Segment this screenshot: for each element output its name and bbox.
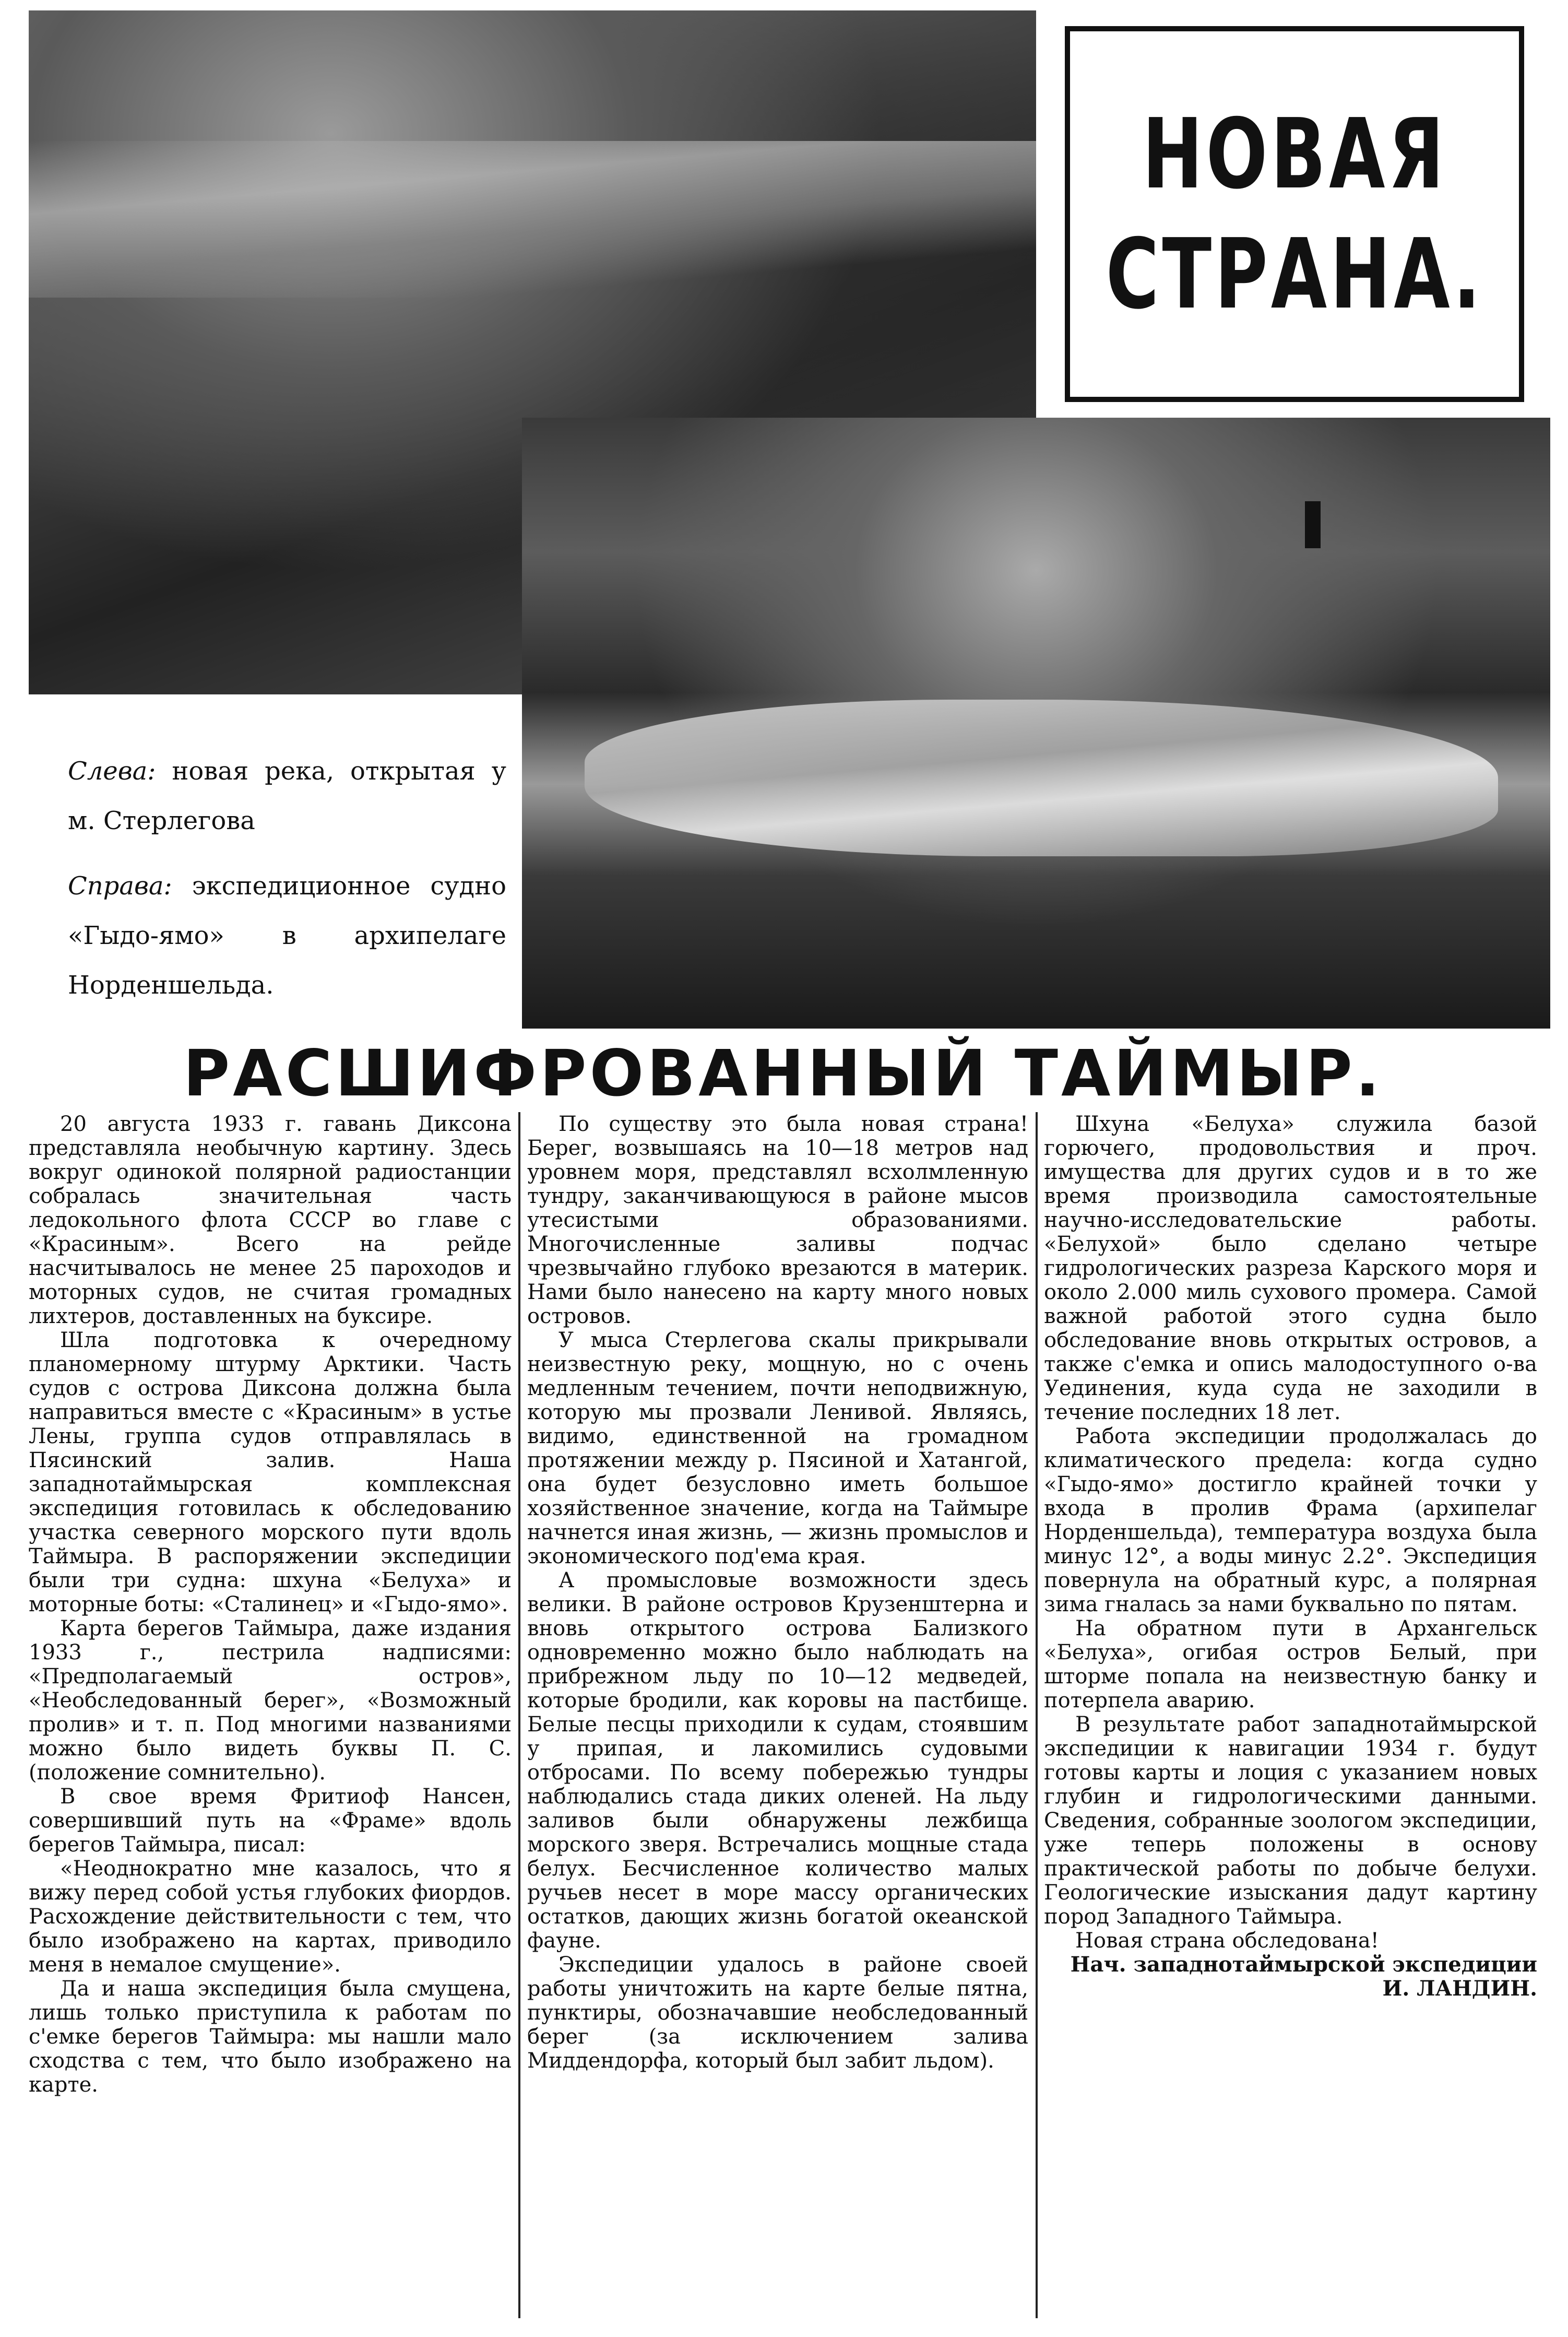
- article-headline: РАСШИФРОВАННЫЙ ТАЙМЫР.: [183, 1036, 1383, 1111]
- paragraph: А промысловые возможности здесь велики. В районе островов Крузенштерна и вновь открытого острова Бализкого одновременно можно было наблюдать на прибрежном льду по 10—12 медведей, которые бродили, как коровы на пастбище. Белые песцы приходили к судам, стоявшим у припая, и лакомились судовыми отбросами. По всему побережью тундры наблюдались стада диких оленей. На льду заливов были обнаружены лежбища морского зверя. Встречались мощные стада белух. Бесчисленное количество малых ручьев несет в море массу органических остатков, дающих жизнь богатой океанской фауне.: [527, 1568, 1028, 1953]
- paragraph: 20 августа 1933 г. гавань Диксона представляла необычную картину. Здесь вокруг одинокой полярной радиостанции собралась значительная часть ледокольного флота СССР во главе с «Красиным». Всего на рейде насчитывалось не менее 25 пароходов и моторных судов, не считая громадных лихтеров, доставленных на буксире.: [29, 1112, 512, 1328]
- paragraph: По существу это была новая страна! Берег, возвышаясь на 10—18 метров над уровнем моря, представлял всхолмленную тундру, заканчивающуюся в районе мысов утесистыми образованиями. Многочисленные заливы подчас чрезвычайно глубоко врезаются в материк. Нами было нанесено на карту много новых островов.: [527, 1112, 1028, 1328]
- paragraph: Экспедиции удалось в районе своей работы уничтожить на карте белые пятна, пунктиры, обозначавшие необследованный берег (за исключением залива Миддендорфа, который был забит льдом).: [527, 1953, 1028, 2073]
- paragraph: В результате работ западнотаймырской экспедиции к навигации 1934 г. будут готовы карты и лоция с указанием новых глубин и гидрологическими данными. Сведения, собранные зоологом экспедиции, уже теперь положены в основу практической работы по добыче белухи. Геологические изыскания дадут картину пород Западного Таймыра.: [1044, 1713, 1537, 1929]
- title-line-2: СТРАНА.: [1106, 218, 1483, 331]
- river-shape: [29, 141, 1036, 298]
- caption-right-label: Справа:: [68, 871, 172, 901]
- paragraph: «Неоднократно мне казалось, что я вижу перед собой устья глубоких фиордов. Расхождение действительности с тем, что было изображено на картах, приводило меня в немалое смущение».: [29, 1857, 512, 1977]
- photo-caption: [68, 747, 506, 1026]
- paragraph: На обратном пути в Архангельск «Белуха», огибая остров Белый, при шторме попала на неизвестную банку и потерпела аварию.: [1044, 1616, 1537, 1713]
- title-box: [1065, 26, 1524, 402]
- signature: Нач. западнотаймырской экспедиции И. ЛАНДИН.: [1070, 1952, 1537, 2001]
- paragraph: Работа экспедиции продолжалась до климатического предела: когда судно «Гыдо-ямо» достигло крайней точки у входа в пролив Фрама (архипелаг Норденшельда), температура воздуха была минус 12°, а воды минус 2.2°. Экспедиция повернула на обратный курс, а полярная зима гналась за нами буквально по пятам.: [1044, 1424, 1537, 1616]
- paragraph: Новая страна обследована!: [1075, 1929, 1379, 1953]
- article-column-2: [527, 1112, 1028, 2323]
- paragraph: Карта берегов Таймыра, даже издания 1933 г., пестрила надписями: «Предполагаемый остров», «Необследованный берег», «Возможный пролив» и т. п. Под многими названиями можно было видеть буквы П. С. (положение сомнительно).: [29, 1616, 512, 1785]
- caption-right-text: экспедиционное судно «Гыдо-ямо» в архипелаге Норденшельда.: [68, 871, 506, 1000]
- column-rule-2: [1036, 1112, 1038, 2318]
- title-line-1: НОВАЯ: [1142, 98, 1447, 210]
- ice-floe-shape: [585, 700, 1498, 856]
- paragraph: Шхуна «Белуха» служила базой горючего, продовольствия и проч. имущества для других судов и в то же время производила самостоятельные научно-исследовательские работы. «Белухой» было сделано четыре гидрологических разреза Карского моря и около 2.000 миль сухового промера. Самой важной работой этого судна было обследование вновь открытых островов, а также с'емка и опись малодоступного о-ва Уединения, куда суда не заходили в течение последних 18 лет.: [1044, 1112, 1537, 1424]
- photo-ship-ice: [522, 418, 1550, 1029]
- article-column-1: [29, 1112, 512, 2323]
- paragraph: Шла подготовка к очередному планомерному штурму Арктики. Часть судов с острова Диксона должна была направиться вместе с «Красиным» в устье Лены, группа судов отправлялась в Пясинский залив. Наша западнотаймырская комплексная экспедиция готовилась к обследованию участка северного морского пути вдоль Таймыра. В распоряжении экспедиции были три судна: шхуна «Белуха» и моторные боты: «Сталинец» и «Гыдо-ямо».: [29, 1328, 512, 1616]
- paragraph: В свое время Фритиоф Нансен, совершивший путь на «Фраме» вдоль берегов Таймыра, писал:: [29, 1785, 512, 1857]
- caption-left-text: новая река, открытая у м. Стерлегова: [68, 757, 506, 835]
- paragraph: У мыса Стерлегова скалы прикрывали неизвестную реку, мощную, но с очень медленным течением, почти неподвижную, которую мы прозвали Ленивой. Являясь, видимо, единственной на громадном протяжении между р. Пясиной и Хатангой, она будет безусловно иметь большое хозяйственное значение, когда на Таймыре начнется иная жизнь, — жизнь промыслов и экономического под'ема края.: [527, 1328, 1028, 1568]
- paragraph: Да и наша экспедиция была смущена, лишь только приступила к работам по с'емке берегов Таймыра: мы нашли мало сходства с тем, что было изображено на карте.: [29, 1977, 512, 2097]
- article-column-3: [1044, 1112, 1537, 2323]
- caption-left-label: Слева:: [68, 757, 156, 786]
- column-rule-1: [518, 1112, 520, 2318]
- ship-mast-shape: [1305, 501, 1321, 548]
